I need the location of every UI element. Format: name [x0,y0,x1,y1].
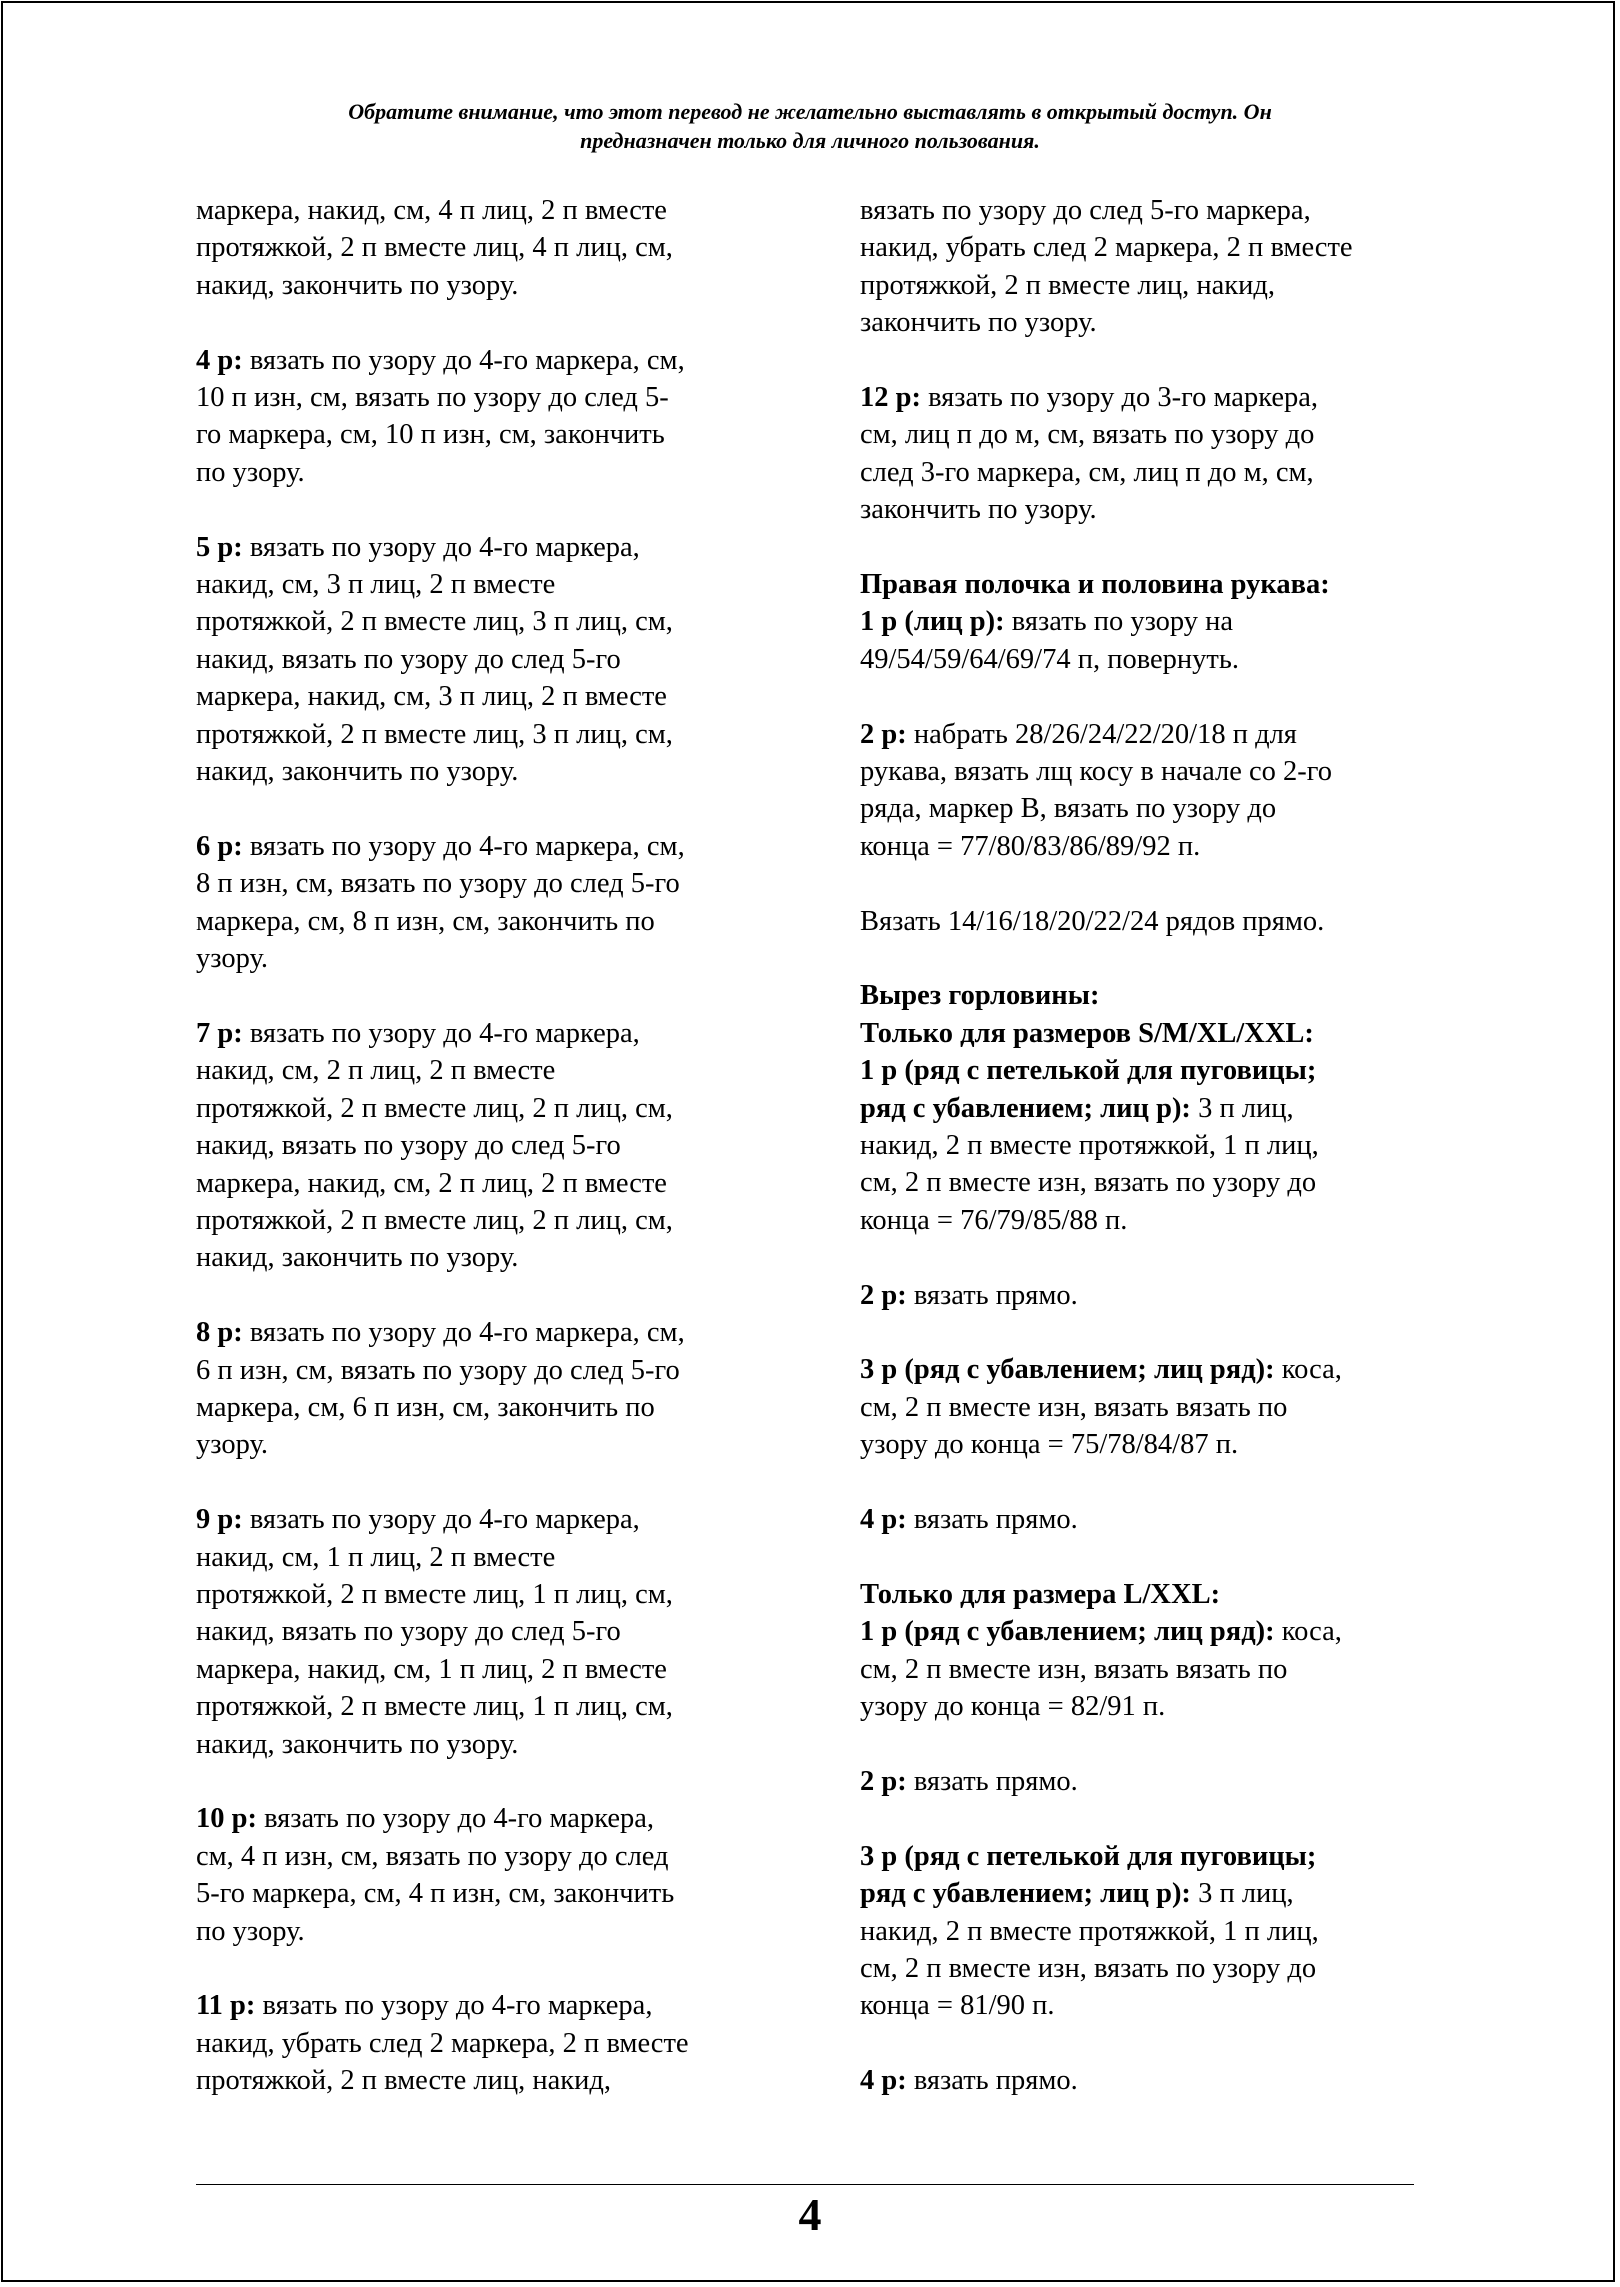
text-line [860,1613,1440,1650]
text-line [196,1913,796,1950]
body-text: протяжкой, 2 п вместе лиц, 3 п лиц, см, [196,606,673,638]
text-line [196,229,796,266]
text-line [860,903,1440,940]
text-line [860,1426,1440,1463]
bold-label: 1 р (ряд с петелькой для пуговицы; [860,1055,1317,1087]
body-text: коса, [1274,1616,1342,1648]
header-note-line-1: Обратите внимание, что этот перевод не желательно выставлять в открытый доступ. Он [348,99,1272,124]
bold-label: 10 р: [196,1803,257,1835]
text-line [860,566,1440,603]
bold-label: ряд с убавлением; лиц р): [860,1878,1191,1910]
text-line [196,1800,796,1837]
text-line [196,940,796,977]
text-line [196,716,796,753]
body-text: накид, 2 п вместе протяжкой, 1 п лиц, [860,1130,1319,1162]
text-line [196,566,796,603]
text-line [196,1613,796,1650]
body-text: вязать по узору до 3-го маркера, [920,382,1319,414]
body-text: го маркера, см, 10 п изн, см, закончить [196,419,665,451]
body-text: по узору. [196,1915,305,1947]
text-line [860,229,1440,266]
body-text: накид, вязать по узору до след 5-го [196,1130,621,1162]
body-text: накид, закончить по узору. [196,1242,519,1274]
paragraph [196,1987,796,2099]
text-line [196,1202,796,1239]
body-text: маркера, накид, см, 4 п лиц, 2 п вместе [196,195,667,226]
paragraph [196,529,796,791]
body-text: вязать по узору до след 5-го маркера, [860,195,1311,226]
text-line [860,491,1440,528]
text-line [860,977,1440,1014]
left-column [196,192,796,2137]
paragraph [196,828,796,978]
body-text: см, 2 п вместе изн, вязать вязать по [860,1653,1288,1685]
text-line [860,416,1440,453]
paragraph [860,2062,1440,2099]
body-text: накид, закончить по узору. [196,756,519,788]
text-line [860,828,1440,865]
text-line [196,1052,796,1089]
text-line [860,790,1440,827]
body-text: накид, убрать след 2 маркера, 2 п вместе [196,2027,689,2059]
paragraph [860,1576,1440,1726]
text-line [196,1875,796,1912]
paragraph [196,1501,796,1763]
body-text: протяжкой, 2 п вместе лиц, 3 п лиц, см, [196,718,673,750]
text-line [196,1576,796,1613]
text-line [196,1389,796,1426]
paragraph [860,1351,1440,1463]
text-line [196,2062,796,2099]
text-line [860,2062,1440,2099]
bold-label: 5 р: [196,531,243,563]
text-line [860,1987,1440,2024]
bold-label: Правая полочка и половина рукава: [860,569,1330,601]
text-line [196,1127,796,1164]
text-line [860,1351,1440,1388]
body-text: закончить по узору. [860,307,1097,339]
bold-label: 11 р: [196,1990,256,2022]
bold-label: Только для размера L/XXL: [860,1578,1221,1610]
body-text: 6 п изн, см, вязать по узору до след 5-го [196,1354,680,1386]
paragraph [860,566,1440,678]
body-text: накид, закончить по узору. [196,269,519,301]
body-text: маркера, накид, см, 1 п лиц, 2 п вместе [196,1653,667,1685]
body-text: маркера, см, 8 п изн, см, закончить по [196,905,655,937]
text-line [860,1090,1440,1127]
text-line [196,603,796,640]
paragraph [860,1838,1440,2025]
text-line [860,1651,1440,1688]
body-text: след 3-го маркера, см, лиц п до м, см, [860,456,1314,488]
text-line [196,1426,796,1463]
text-line [196,2025,796,2062]
text-line [860,379,1440,416]
text-line [196,416,796,453]
body-text: протяжкой, 2 п вместе лиц, 2 п лиц, см, [196,1092,673,1124]
body-text: протяжкой, 2 п вместе лиц, 1 п лиц, см, [196,1691,673,1723]
body-text: вязать прямо. [906,1504,1078,1536]
body-text: вязать по узору до 4-го маркера, [256,1803,655,1835]
bold-label: 12 р: [860,382,921,414]
body-text: маркера, накид, см, 3 п лиц, 2 п вместе [196,681,667,713]
text-line [196,342,796,379]
paragraph [196,192,796,304]
body-text: см, лиц п до м, см, вязать по узору до [860,419,1315,451]
body-text: маркера, накид, см, 2 п лиц, 2 п вместе [196,1167,667,1199]
paragraph [860,903,1440,940]
body-text: узору до конца = 75/78/84/87 п. [860,1429,1239,1461]
text-line [860,1164,1440,1201]
text-line [860,1127,1440,1164]
text-line [196,1090,796,1127]
body-text: набрать 28/26/24/22/20/18 п для [906,718,1297,750]
body-text: вязать прямо. [906,1765,1078,1797]
text-line [860,1501,1440,1538]
page-number: 4 [798,2189,822,2240]
text-line [860,1950,1440,1987]
body-text: 10 п изн, см, вязать по узору до след 5- [196,382,669,414]
text-line [196,1314,796,1351]
body-text: вязать прямо. [906,1279,1078,1311]
body-text: ряда, маркер В, вязать по узору до [860,793,1277,825]
text-line [196,1726,796,1763]
text-line [860,1202,1440,1239]
body-text: см, 4 п изн, см, вязать по узору до след [196,1840,669,1872]
text-line [196,1838,796,1875]
body-text: см, 2 п вместе изн, вязать по узору до [860,1167,1317,1199]
bold-label: 4 р: [860,1504,907,1536]
body-text: маркера, см, 6 п изн, см, закончить по [196,1391,655,1423]
text-line [860,1875,1440,1912]
text-line [860,1838,1440,1875]
header-note [0,97,1620,155]
paragraph [860,977,1440,1239]
text-line [860,1688,1440,1725]
body-text: вязать по узору до 4-го маркера, [255,1990,653,2022]
bold-label: 8 р: [196,1317,243,1349]
text-line [860,1763,1440,1800]
body-text: узору до конца = 82/91 п. [860,1691,1166,1723]
text-line [860,454,1440,491]
body-text: накид, см, 2 п лиц, 2 п вместе [196,1055,556,1087]
text-line [860,1389,1440,1426]
text-line [196,641,796,678]
body-text: см, 2 п вместе изн, вязать вязать по [860,1391,1288,1423]
text-line [196,1239,796,1276]
bold-label: 2 р: [860,1765,907,1797]
body-text: накид, вязать по узору до след 5-го [196,643,621,675]
body-text: 3 п лиц, [1190,1878,1294,1910]
body-text: конца = 76/79/85/88 п. [860,1204,1128,1236]
text-line [196,1539,796,1576]
bold-label: Вырез горловины: [860,980,1100,1012]
body-text: протяжкой, 2 п вместе лиц, накид, [196,2065,612,2097]
body-text: по узору. [196,456,305,488]
body-text: см, 2 п вместе изн, вязать по узору до [860,1952,1317,1984]
body-text: протяжкой, 2 п вместе лиц, 1 п лиц, см, [196,1578,673,1610]
body-text: накид, 2 п вместе протяжкой, 1 п лиц, [860,1915,1319,1947]
footer-rule [196,2184,1414,2185]
body-text: узору. [196,1429,268,1461]
text-line [860,1576,1440,1613]
paragraph [860,1763,1440,1800]
text-line [196,753,796,790]
text-line [860,1015,1440,1052]
body-text: конца = 77/80/83/86/89/92 п. [860,830,1201,862]
bold-label: Только для размеров S/M/XL/XXL: [860,1017,1314,1049]
text-line [196,454,796,491]
body-text: Вязать 14/16/18/20/22/24 рядов прямо. [860,905,1325,937]
body-text: протяжкой, 2 п вместе лиц, накид, [860,269,1276,301]
text-line [196,192,796,229]
body-text: вязать по узору до 4-го маркера, [242,1504,640,1536]
body-text: накид, закончить по узору. [196,1728,519,1760]
text-line [196,828,796,865]
text-line [860,1277,1440,1314]
paragraph [860,1501,1440,1538]
text-line [196,379,796,416]
body-text: конца = 81/90 п. [860,1990,1055,2022]
body-text: 49/54/59/64/69/74 п, повернуть. [860,643,1239,675]
text-line [860,1052,1440,1089]
body-text: накид, вязать по узору до след 5-го [196,1616,621,1648]
bold-label: 6 р: [196,830,243,862]
text-line [860,192,1440,229]
text-line [860,304,1440,341]
body-text: протяжкой, 2 п вместе лиц, 2 п лиц, см, [196,1204,673,1236]
right-column [860,192,1440,2137]
text-line [196,1987,796,2024]
body-text: 3 п лиц, [1190,1092,1294,1124]
body-text: вязать по узору до 4-го маркера, [242,1017,640,1049]
body-text: вязать по узору до 4-го маркера, [242,531,640,563]
paragraph [860,379,1440,529]
body-text: вязать по узору до 4-го маркера, см, [242,344,685,376]
body-text: 5-го маркера, см, 4 п изн, см, закончить [196,1878,675,1910]
body-text: вязать по узору на [1004,606,1234,638]
body-text: накид, см, 3 п лиц, 2 п вместе [196,569,556,601]
text-line [860,603,1440,640]
paragraph [860,192,1440,342]
text-line [196,529,796,566]
bold-label: 7 р: [196,1017,243,1049]
body-text: закончить по узору. [860,494,1097,526]
text-line [196,903,796,940]
text-line [196,865,796,902]
bold-label: 4 р: [860,2065,907,2097]
body-text: вязать по узору до 4-го маркера, см, [242,830,685,862]
text-line [196,678,796,715]
text-line [860,267,1440,304]
text-line [196,1501,796,1538]
header-note-line-2: предназначен только для личного пользования. [580,128,1040,153]
text-line [196,1165,796,1202]
text-line [196,1651,796,1688]
body-text: протяжкой, 2 п вместе лиц, 4 п лиц, см, [196,232,673,264]
bold-label: 1 р (лиц р): [860,606,1005,638]
text-line [860,1913,1440,1950]
text-line [860,753,1440,790]
body-text: вязать прямо. [906,2065,1078,2097]
body-text: рукава, вязать лщ косу в начале со 2-го [860,756,1332,788]
text-line [196,1352,796,1389]
bold-label: 4 р: [196,344,243,376]
bold-label: 1 р (ряд с убавлением; лиц ряд): [860,1616,1275,1648]
text-line [196,1688,796,1725]
body-text: узору. [196,943,268,975]
paragraph [196,1314,796,1464]
bold-label: 9 р: [196,1504,243,1536]
bold-label: ряд с убавлением; лиц р): [860,1092,1191,1124]
bold-label: 2 р: [860,718,907,750]
paragraph [196,1800,796,1950]
paragraph [860,716,1440,866]
body-text: коса, [1274,1354,1342,1386]
body-text: 8 п изн, см, вязать по узору до след 5-го [196,868,680,900]
text-line [860,641,1440,678]
paragraph [860,1277,1440,1314]
text-line [196,267,796,304]
bold-label: 2 р: [860,1279,907,1311]
paragraph [196,1015,796,1277]
text-line [860,716,1440,753]
paragraph [196,342,796,492]
text-line [196,1015,796,1052]
bold-label: 3 р (ряд с петелькой для пуговицы; [860,1840,1317,1872]
body-text: накид, см, 1 п лиц, 2 п вместе [196,1541,556,1573]
body-text: вязать по узору до 4-го маркера, см, [242,1317,685,1349]
body-text: накид, убрать след 2 маркера, 2 п вместе [860,232,1353,264]
bold-label: 3 р (ряд с убавлением; лиц ряд): [860,1354,1275,1386]
